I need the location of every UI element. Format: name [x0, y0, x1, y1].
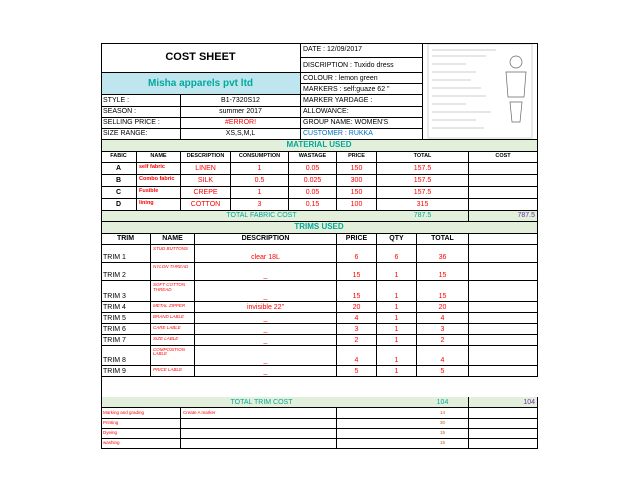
trim-cell: TRIM 7 [101, 335, 151, 346]
trims-col-header: QTY [377, 234, 417, 245]
date-field: DATE : 12/09/2017 [301, 43, 423, 58]
material-cell: 1 [231, 187, 289, 199]
trim-cost-cell [469, 366, 538, 377]
material-cell: 0.025 [289, 175, 337, 187]
total-fabric-value: 787.5 [377, 211, 469, 222]
material-cost-cell [469, 163, 538, 175]
trim-cell: TRIM 6 [101, 324, 151, 335]
material-col-header: TOTAL [377, 152, 469, 163]
material-cell: 0.15 [289, 199, 337, 211]
material-col-header: CONSUMPTION [231, 152, 289, 163]
material-cost-cell [469, 199, 538, 211]
material-cell: 157.5 [377, 175, 469, 187]
trim-cell: 1 [377, 302, 417, 313]
customer-field: CUSTOMER : RUKKA [301, 129, 423, 140]
trims-section-title: TRIMS USED [101, 222, 538, 234]
season-label: SEASON : [101, 107, 181, 118]
trim-cell: CARE LABLE [151, 324, 195, 335]
trim-cell: TRIM 2 [101, 263, 151, 281]
extra-value: 15 [417, 429, 469, 439]
extra-note [181, 429, 337, 439]
material-section-title: MATERIAL USED [101, 140, 538, 152]
trims-col-header: TOTAL [417, 234, 469, 245]
material-cell: B [101, 175, 137, 187]
trim-cost-cell [469, 281, 538, 301]
selling-price-label: SELLING PRICE : [101, 118, 181, 129]
trim-cell: 1 [377, 324, 417, 335]
trim-cell: 15 [417, 263, 469, 281]
extra-value: 30 [417, 419, 469, 429]
company-name: Misha apparels pvt ltd [101, 73, 301, 95]
trims-col-header: PRICE [337, 234, 377, 245]
extra-label: Dyeing [101, 429, 181, 439]
trims-col-header: NAME [151, 234, 195, 245]
trim-cell: 1 [377, 313, 417, 324]
extra-label: washing [101, 439, 181, 449]
trim-cell: PRICE LABLE [151, 366, 195, 377]
trim-cell: 2 [337, 335, 377, 346]
marker-yardage-field: MARKER YARDAGE : [301, 95, 423, 106]
material-cell: 0.05 [289, 187, 337, 199]
trim-cell: _ [195, 324, 337, 335]
extra-cost [469, 439, 538, 449]
trim-cell: TRIM 3 [101, 281, 151, 301]
trim-cell: NYLON THREAD [151, 263, 195, 281]
material-cell: A [101, 163, 137, 175]
material-cost-cell [469, 187, 538, 199]
material-cell: 150 [337, 187, 377, 199]
trim-cell: 3 [417, 324, 469, 335]
trim-cell: _ [195, 366, 337, 377]
trim-cost-cell [469, 263, 538, 281]
trim-cell: TRIM 8 [101, 346, 151, 366]
material-cell: CREPE [181, 187, 231, 199]
extra-note [181, 439, 337, 449]
trim-cell: 6 [377, 245, 417, 263]
material-col-header: FABIC [101, 152, 137, 163]
trim-cell: 6 [337, 245, 377, 263]
material-col-header: NAME [137, 152, 181, 163]
trim-cell: 1 [377, 366, 417, 377]
trim-cell: 4 [337, 313, 377, 324]
extra-note: Create A marker [181, 408, 337, 418]
trim-cell: TRIM 9 [101, 366, 151, 377]
material-cost-cell [469, 175, 538, 187]
trim-cell: TRIM 1 [101, 245, 151, 263]
description-field: DISCRIPTION : Tuxido dress [301, 58, 423, 74]
material-cell: 0.05 [289, 163, 337, 175]
material-cell: lining [137, 199, 181, 211]
total-fabric-cost-label: TOTAL FABRIC COST [101, 211, 423, 222]
sketch-icon [426, 43, 534, 140]
trim-cell: 3 [337, 324, 377, 335]
trim-cell: 4 [417, 346, 469, 366]
trim-cell: 20 [417, 302, 469, 313]
material-cell: D [101, 199, 137, 211]
trim-cost-value: 104 [423, 397, 538, 408]
trim-cell: _ [195, 313, 337, 324]
trim-cell: 36 [417, 245, 469, 263]
garment-sketch-thumbnail [423, 43, 538, 140]
trim-cell: 4 [337, 346, 377, 366]
allowance-field: ALLOWANCE: [301, 107, 423, 118]
trim-cell: 20 [337, 302, 377, 313]
trims-col-header: DESCRIPTION [195, 234, 337, 245]
trim-cell: STUD BUTTONS [151, 245, 195, 263]
material-cell: 0.5 [231, 175, 289, 187]
extra-cost [469, 429, 538, 439]
total-trim-cost-label: TOTAL TRIM COST [101, 397, 423, 408]
extra-value: 15 [417, 439, 469, 449]
material-cell: LINEN [181, 163, 231, 175]
colour-field: COLOUR : lemon green [301, 73, 423, 84]
extra-cost [469, 419, 538, 429]
trim-cost-cell [469, 324, 538, 335]
cost-sheet [101, 43, 538, 449]
material-cell: 157.5 [377, 163, 469, 175]
trim-cell: invisible 22" [195, 302, 337, 313]
extra-cost [469, 408, 538, 418]
trim-cell: TRIM 5 [101, 313, 151, 324]
trim-cell: _ [195, 263, 337, 281]
trims-blank-header [469, 234, 538, 245]
trim-cell: 1 [377, 263, 417, 281]
markers-field: MARKERS : self:guaze 62 " [301, 84, 423, 95]
trim-cell: 4 [417, 313, 469, 324]
trim-cell: COMPOSITION LABLE [151, 346, 195, 366]
trim-cell: SOFT COTTON THREAD [151, 281, 195, 301]
extra-label: Marking and grading [101, 408, 181, 418]
trim-cost-cell [469, 302, 538, 313]
extra-note [181, 419, 337, 429]
material-cell: SILK [181, 175, 231, 187]
material-cell: 3 [231, 199, 289, 211]
material-col-header: PRICE [337, 152, 377, 163]
material-col-header: DESCRIPTION [181, 152, 231, 163]
size-range-value: XS,S,M,L [181, 129, 301, 140]
material-col-header: COST [469, 152, 538, 163]
fabric-cost-value: 787.5 [423, 211, 538, 222]
material-cell: C [101, 187, 137, 199]
trim-cell: _ [195, 346, 337, 366]
trims-col-header: TRIM [101, 234, 151, 245]
trim-cell: TRIM 4 [101, 302, 151, 313]
selling-price-value: #ERROR! [181, 118, 301, 129]
trim-cell: 1 [377, 346, 417, 366]
material-cell: COTTON [181, 199, 231, 211]
season-value: summer 2017 [181, 107, 301, 118]
material-cell: 300 [337, 175, 377, 187]
trim-cell: 5 [417, 366, 469, 377]
trim-cost-cell [469, 346, 538, 366]
trim-cell: 2 [417, 335, 469, 346]
trim-cell: BRAND LABLE [151, 313, 195, 324]
trim-cost-cell [469, 335, 538, 346]
material-cell: 150 [337, 163, 377, 175]
material-cell: 1 [231, 163, 289, 175]
style-value: B1-7320S12 [181, 95, 301, 106]
trim-cell: SIZE LABLE [151, 335, 195, 346]
trim-cell: _ [195, 281, 337, 301]
trim-cost-cell [469, 245, 538, 263]
trim-cell: 15 [337, 281, 377, 301]
trim-cell: 15 [337, 263, 377, 281]
material-cell: 100 [337, 199, 377, 211]
trim-cell: clear 18L [195, 245, 337, 263]
material-col-header: WASTAGE [289, 152, 337, 163]
material-cell: Combo fabric [137, 175, 181, 187]
material-cell: self fabric [137, 163, 181, 175]
trim-cell: _ [195, 335, 337, 346]
trim-cell: 1 [377, 281, 417, 301]
trim-cell: 15 [417, 281, 469, 301]
extra-value: 14 [417, 408, 469, 418]
total-trim-value: 104 [417, 397, 469, 408]
material-cell: 157.5 [377, 187, 469, 199]
sheet-title: COST SHEET [101, 43, 301, 73]
material-cell: Fusible [137, 187, 181, 199]
material-cell: 315 [377, 199, 469, 211]
trim-cell: 5 [337, 366, 377, 377]
trim-cost-cell [469, 313, 538, 324]
trim-cell: 1 [377, 335, 417, 346]
extra-label: Printing [101, 419, 181, 429]
trim-cell: METAL ZIPPER [151, 302, 195, 313]
size-range-label: SIZE RANGE: [101, 129, 181, 140]
style-label: STYLE : [101, 95, 181, 106]
group-name-field: GROUP NAME: WOMEN'S [301, 118, 423, 129]
